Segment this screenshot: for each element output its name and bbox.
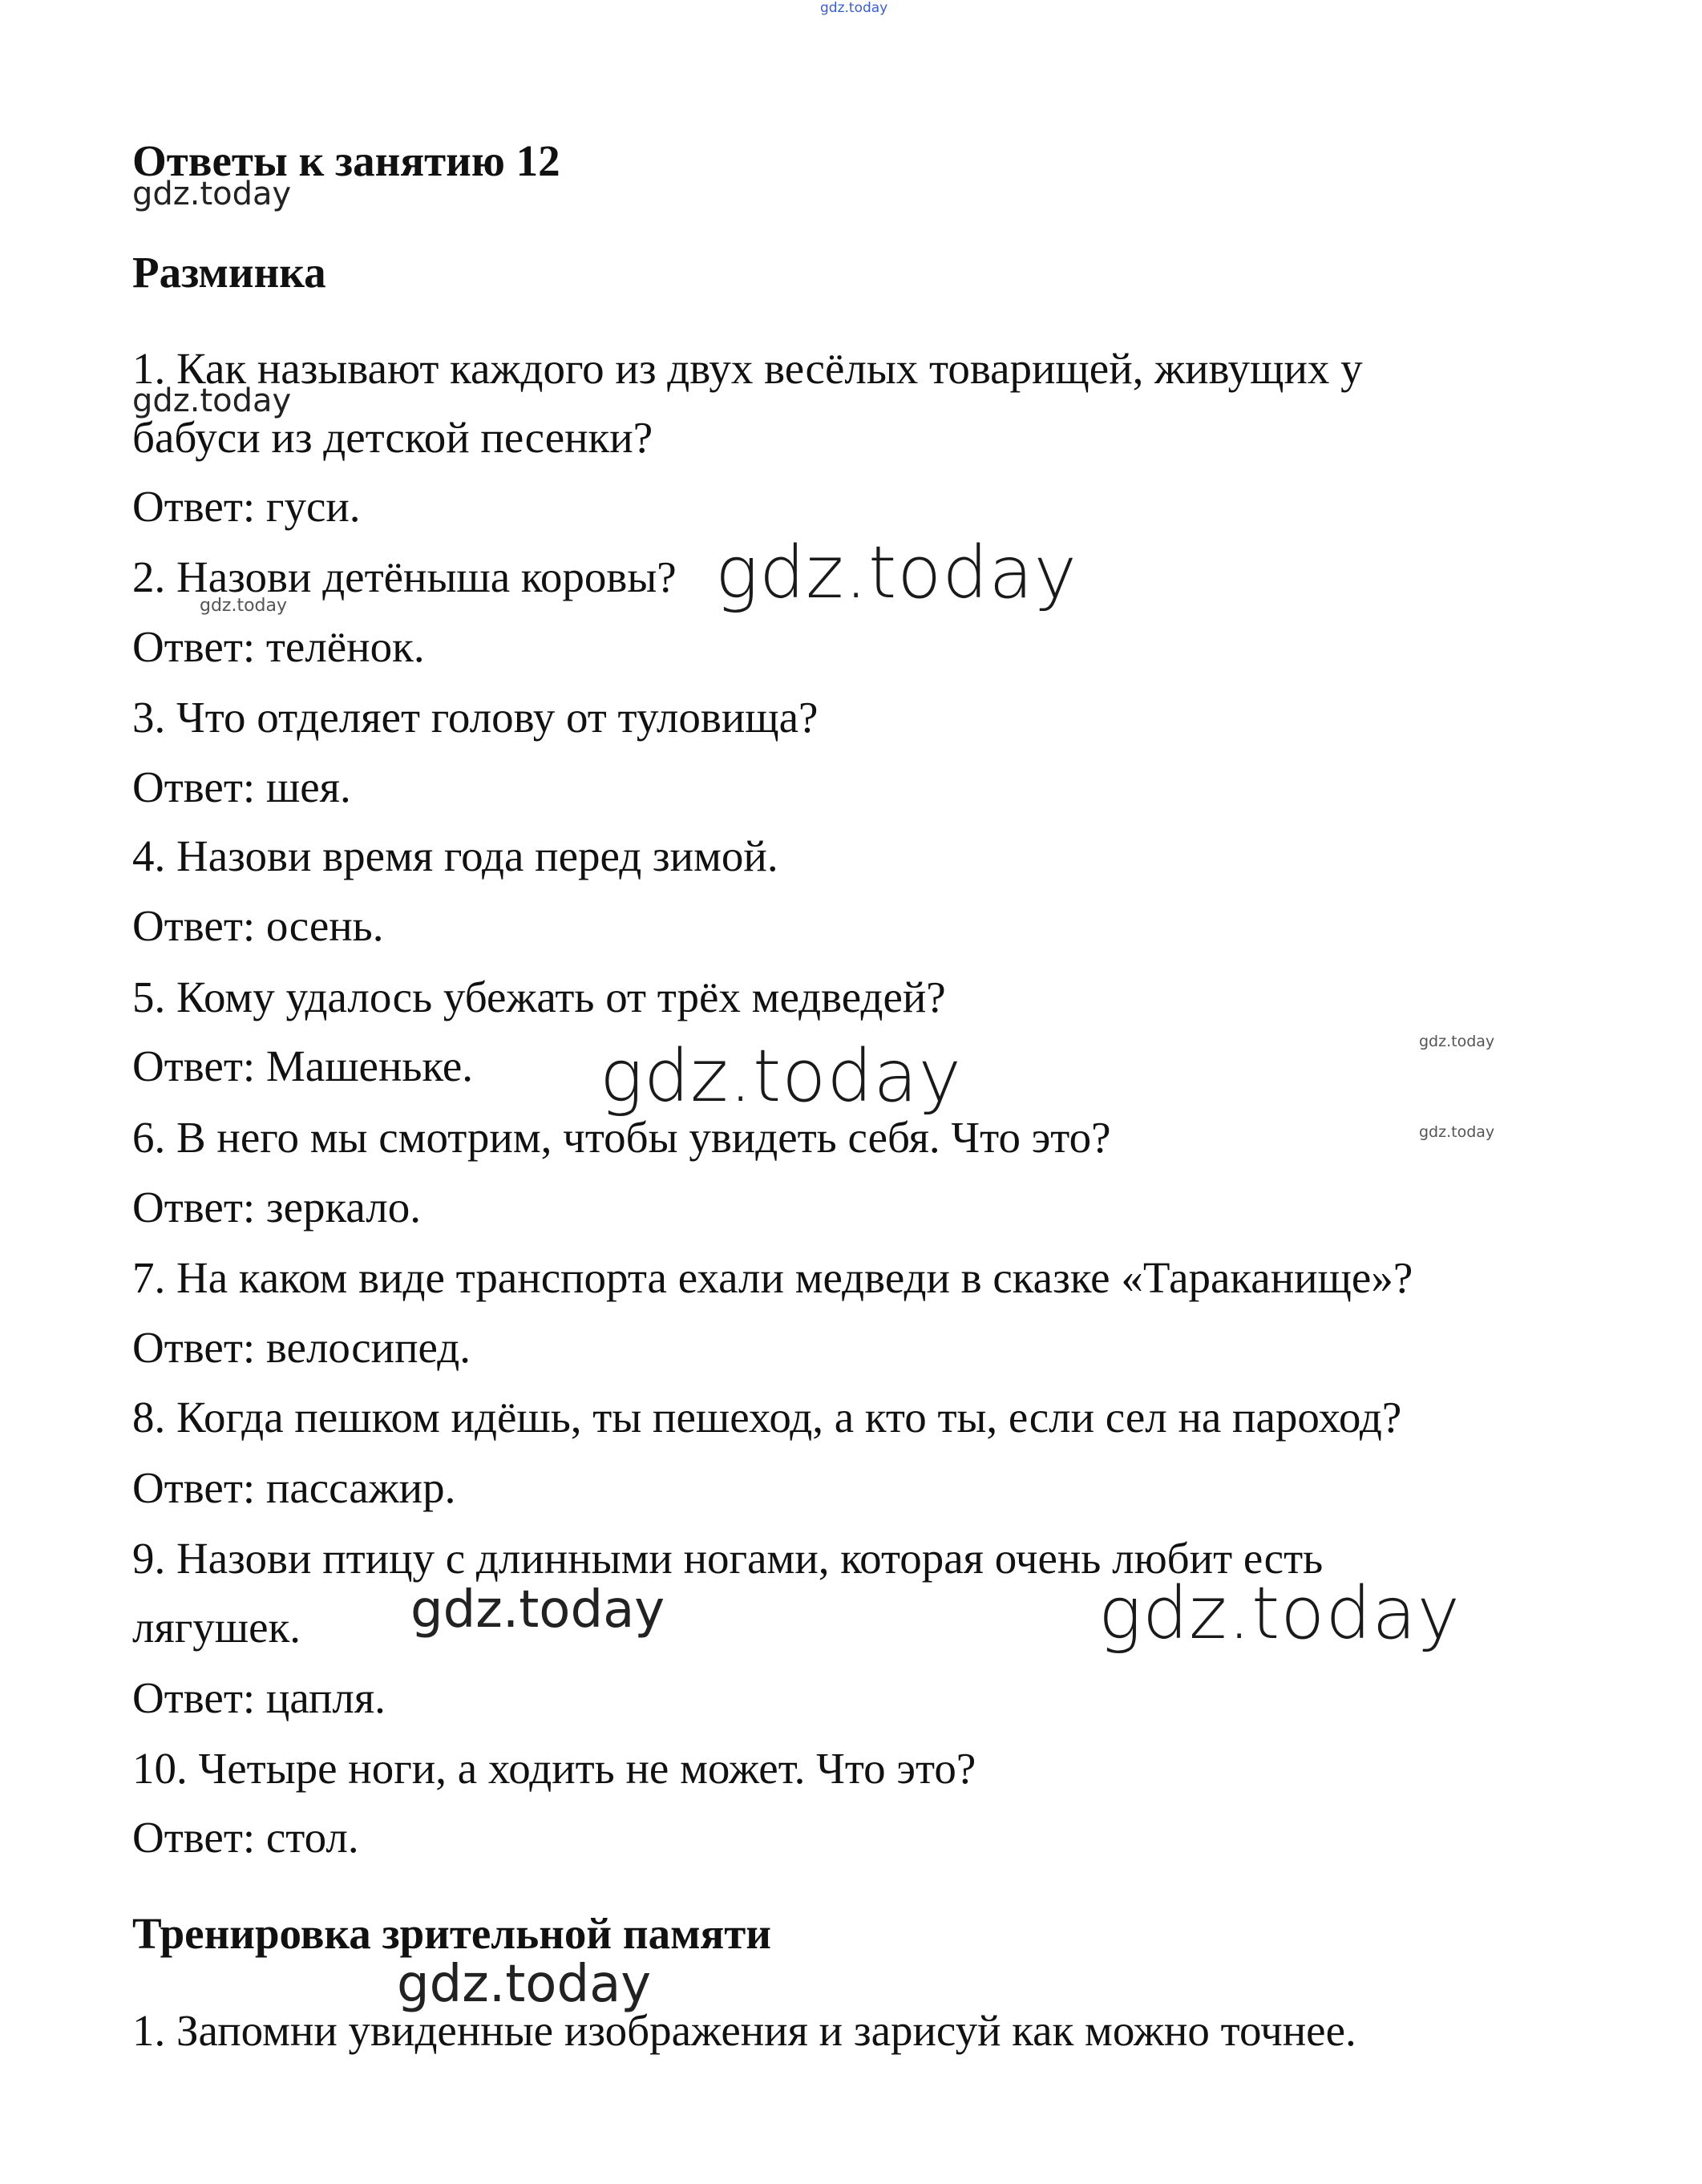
question-10: 10. Четыре ноги, а ходить не может. Что это? (132, 1744, 976, 1793)
question-1-line-2: бабуси из детской песенки? (132, 413, 653, 462)
answer-8: Ответ: пассажир. (132, 1463, 456, 1512)
watermark: gdz.today (1419, 1033, 1495, 1050)
answer-1: Ответ: гуси. (132, 482, 361, 531)
answer-10: Ответ: стол. (132, 1813, 359, 1862)
section-heading-memory: Тренировка зрительной памяти (132, 1909, 771, 1958)
question-2: 2. Назови детёныша коровы? (132, 552, 677, 601)
question-9-line-2: лягушек. (132, 1603, 301, 1652)
watermark-large: gdz.today (715, 531, 1077, 615)
answer-4: Ответ: осень. (132, 901, 384, 950)
watermark: gdz.today (132, 382, 292, 419)
watermark: gdz.today (1419, 1123, 1495, 1141)
question-1-line-1: 1. Как называют каждого из двух весёлых товарищей, живущих у (132, 344, 1363, 393)
watermark-large: gdz.today (600, 1034, 962, 1118)
question-8: 8. Когда пешком идёшь, ты пешеход, а кто ты, если сел на пароход? (132, 1393, 1402, 1442)
watermark: gdz.today (132, 176, 292, 212)
answer-5: Ответ: Машеньке. (132, 1041, 473, 1090)
question-7: 7. На каком виде транспорта ехали медведи в сказке «Тараканище»? (132, 1253, 1413, 1302)
watermark: gdz.today (397, 1955, 652, 2014)
watermark: gdz.today (410, 1580, 665, 1640)
answer-2: Ответ: телёнок. (132, 622, 425, 671)
question-3: 3. Что отделяет голову от туловища? (132, 693, 819, 742)
answer-9: Ответ: цапля. (132, 1673, 386, 1722)
answer-6: Ответ: зеркало. (132, 1183, 421, 1232)
memory-task-1: 1. Запомни увиденные изображения и зарисуй как можно точнее. (132, 2006, 1356, 2055)
question-5: 5. Кому удалось убежать от трёх медведей? (132, 973, 946, 1021)
watermark-top: gdz.today (820, 0, 888, 16)
question-6: 6. В него мы смотрим, чтобы увидеть себя. Что это? (132, 1113, 1111, 1162)
section-heading-warmup: Разминка (132, 248, 326, 297)
page-title: Ответы к занятию 12 (132, 136, 560, 185)
answer-3: Ответ: шея. (132, 762, 351, 811)
question-9-line-1: 9. Назови птицу с длинными ногами, которая очень любит есть (132, 1534, 1324, 1583)
question-4: 4. Назови время года перед зимой. (132, 831, 778, 880)
watermark: gdz.today (200, 596, 288, 616)
answer-7: Ответ: велосипед. (132, 1323, 471, 1372)
watermark-large: gdz.today (1098, 1571, 1461, 1656)
